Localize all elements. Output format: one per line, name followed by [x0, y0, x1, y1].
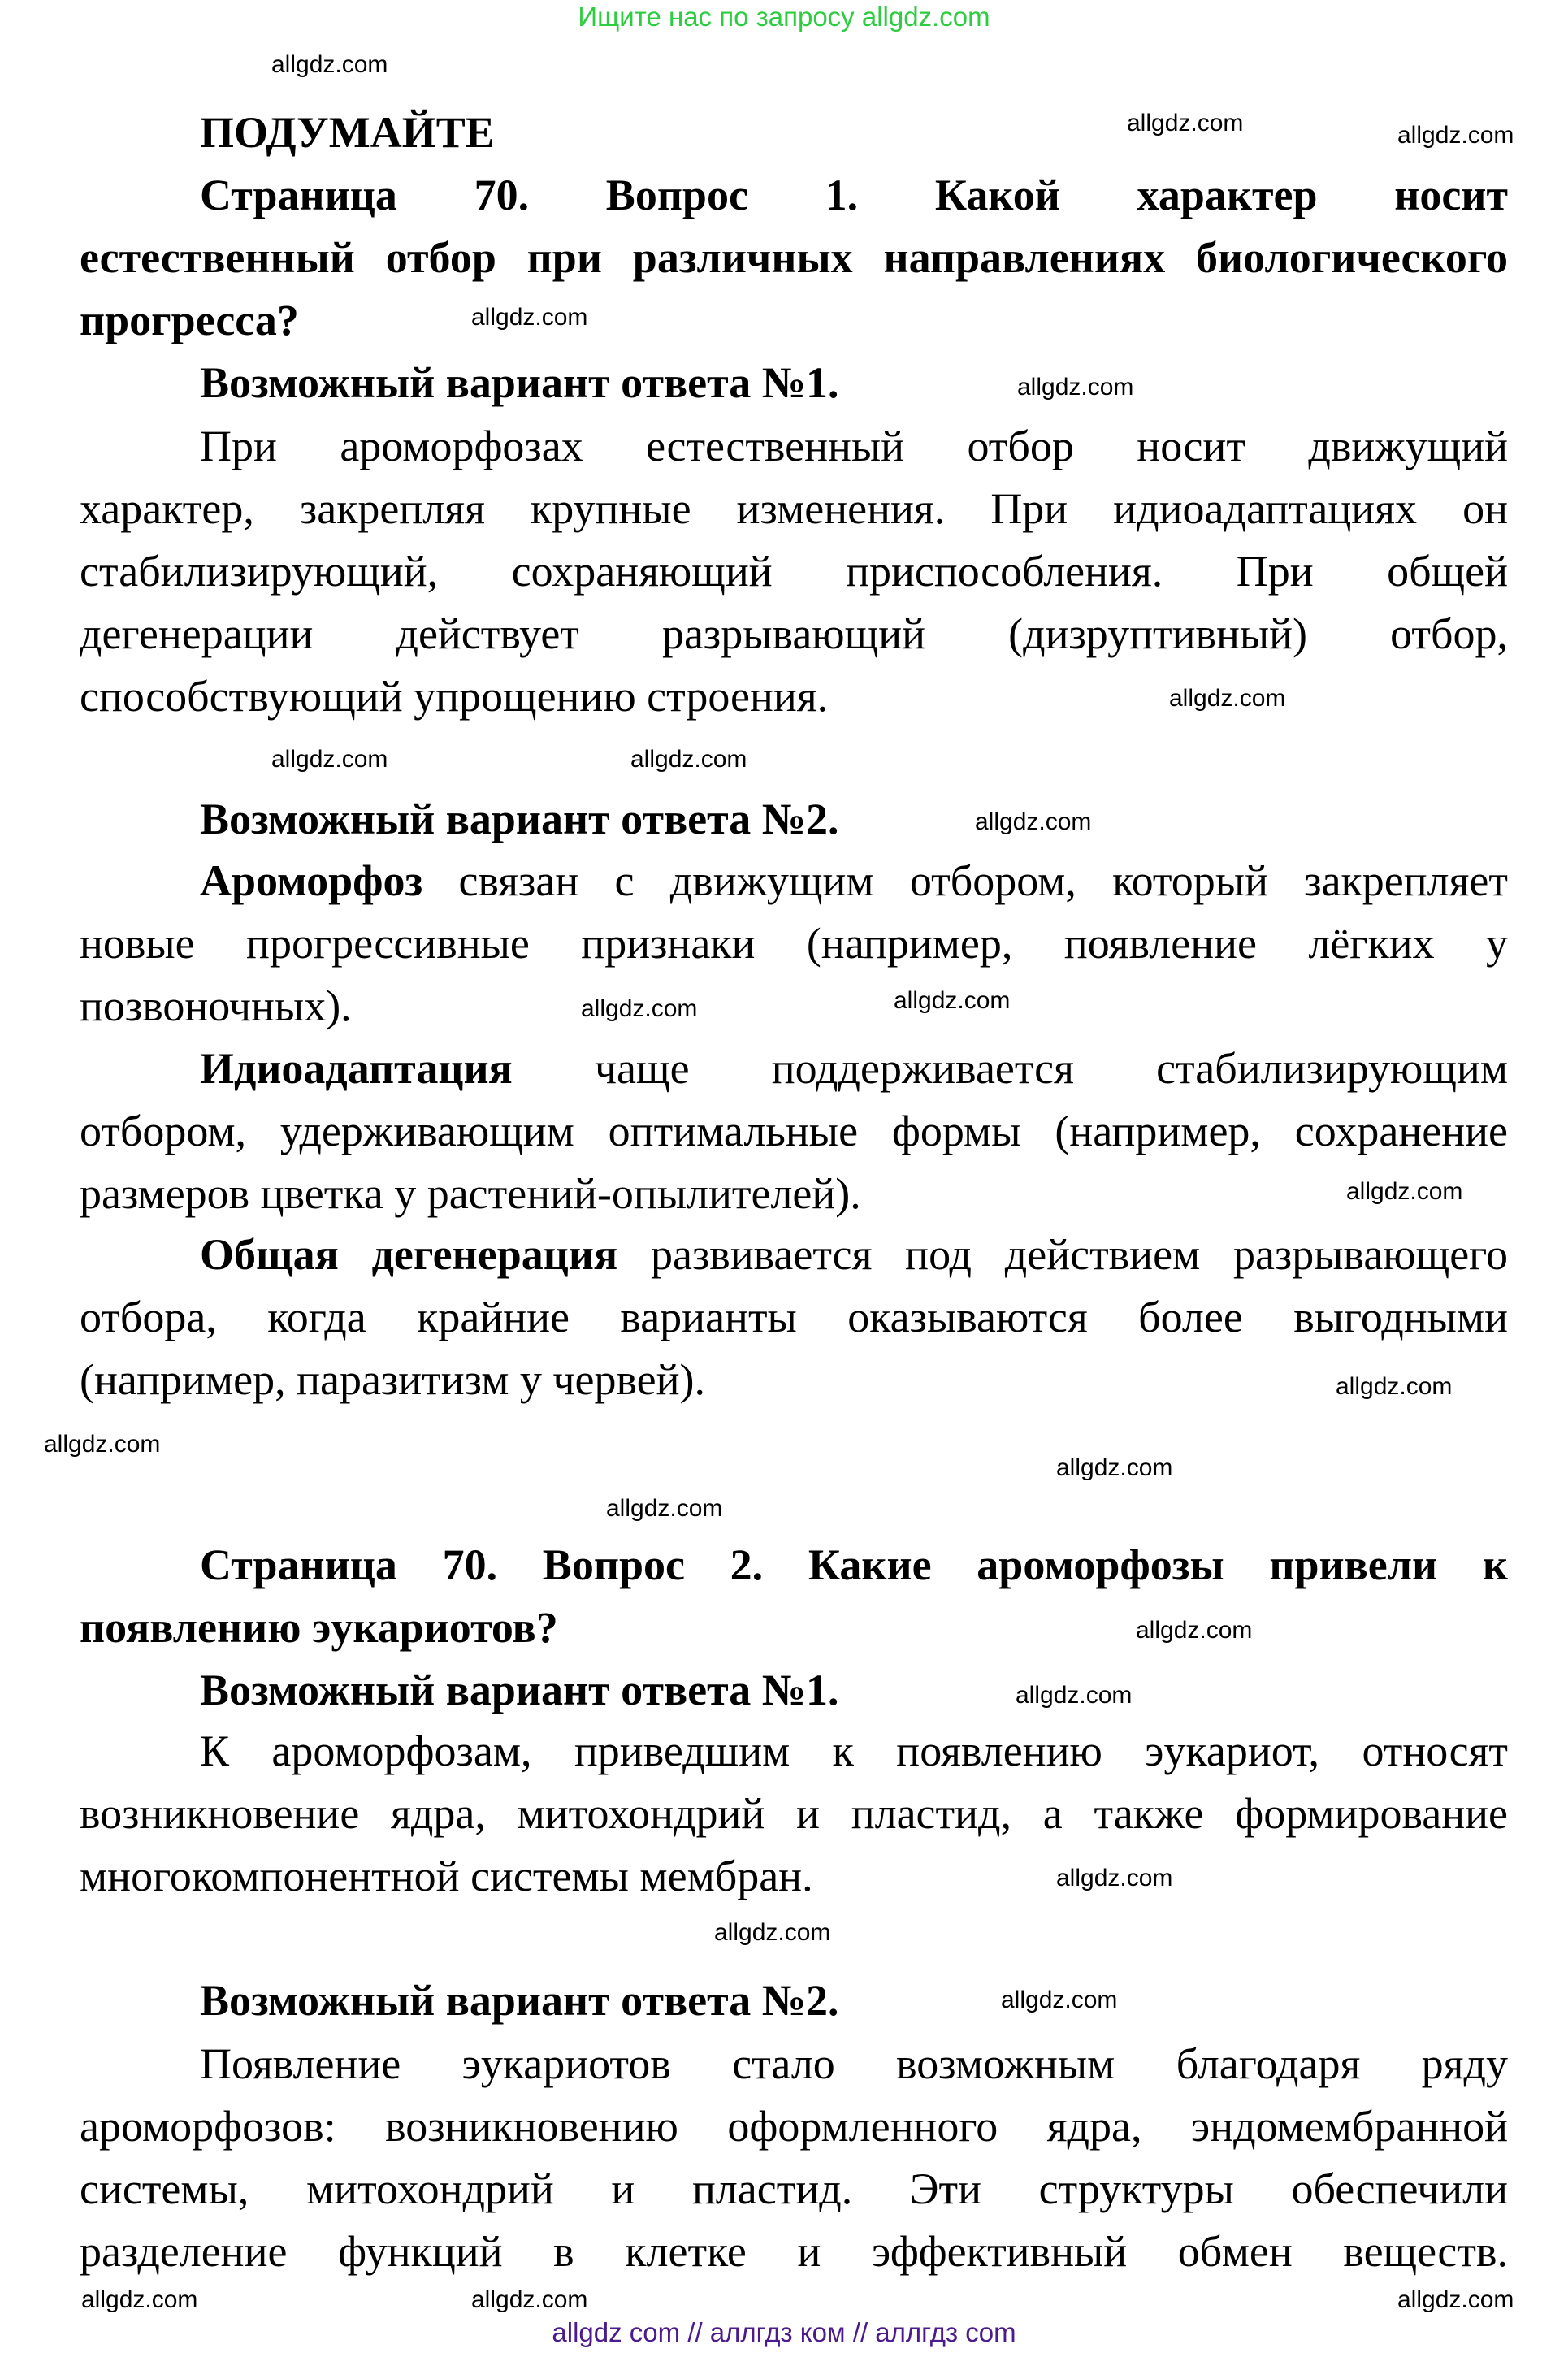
answer-line: размеров цветка у растений-опылителей).: [80, 1169, 861, 1218]
answer-line: способствующий упрощению строения.: [80, 672, 829, 721]
watermark: allgdz.com: [1017, 374, 1134, 401]
watermark: allgdz.com: [271, 51, 388, 78]
watermark: allgdz.com: [1056, 1865, 1173, 1891]
term: Идиоадаптация: [200, 1044, 513, 1093]
answer-line: [80, 850, 1508, 912]
watermark: allgdz.com: [1169, 685, 1286, 712]
answer-line: При ароморфозах естественный отбор носит движущий: [200, 422, 1508, 470]
question-line: естественный отбор при различных направлениях биологического: [80, 233, 1508, 282]
question-1: [80, 164, 1508, 352]
watermark: allgdz.com: [606, 1495, 723, 1522]
watermark: allgdz.com: [1136, 1617, 1253, 1644]
answer-line: отбором, удерживающим оптимальные формы (например, сохранение: [80, 1107, 1508, 1155]
watermark: allgdz.com: [44, 1431, 161, 1458]
watermark: allgdz.com: [1056, 1454, 1173, 1481]
answer-line: [80, 1224, 1508, 1286]
q1-variant-2-degeneration: [80, 1224, 1508, 1411]
bottom-banner-link[interactable]: allgdz com // аллгдз ком // аллгдз com: [552, 2317, 1016, 2347]
q2-variant-1-title: [80, 1659, 1508, 1722]
watermark: allgdz.com: [975, 808, 1092, 835]
answer-line: К ароморфозам, приведшим к появлению эукариот, относят: [200, 1727, 1508, 1775]
watermark: allgdz.com: [471, 2286, 588, 2313]
q1-variant-2-title: [80, 788, 1508, 851]
answer-line: новые прогрессивные признаки (например, появление лёгких у: [80, 919, 1508, 968]
watermark: allgdz.com: [1397, 122, 1514, 149]
question-line: Страница 70. Вопрос 2. Какие ароморфозы привели к: [200, 1540, 1508, 1589]
answer-line: дегенерации действует разрывающий (дизруптивный) отбор,: [80, 609, 1508, 658]
answer-line: позвоночных).: [80, 981, 352, 1030]
q2-variant-2-title: [80, 1969, 1508, 2032]
watermark: allgdz.com: [630, 746, 747, 773]
variant-title: Возможный вариант ответа №1.: [200, 358, 839, 407]
watermark: allgdz.com: [581, 995, 698, 1022]
q2-variant-2-answer: [80, 2033, 1508, 2283]
watermark: allgdz.com: [894, 987, 1011, 1014]
question-line: появлению эукариотов?: [80, 1603, 558, 1652]
watermark: allgdz.com: [1346, 1178, 1463, 1205]
answer-text: чаще поддерживается стабилизирующим: [512, 1044, 1508, 1093]
answer-line: возникновение ядра, митохондрий и пластид, а также формирование: [80, 1789, 1508, 1838]
question-line: Страница 70. Вопрос 1. Какой характер носит: [200, 171, 1508, 219]
watermark: allgdz.com: [81, 2286, 198, 2313]
answer-line: отбора, когда крайние варианты оказываются более выгодными: [80, 1293, 1508, 1341]
answer-line: [80, 1038, 1508, 1100]
answer-text: развивается под действием разрывающего: [617, 1230, 1508, 1279]
q1-variant-1-answer: [80, 415, 1508, 728]
watermark: allgdz.com: [1336, 1373, 1453, 1400]
watermark: allgdz.com: [1001, 1987, 1118, 2013]
q1-variant-2-idioadaptation: [80, 1038, 1508, 1225]
q2-variant-1-answer: [80, 1720, 1508, 1908]
answer-line: разделение функций в клетке и эффективный обмен веществ.: [80, 2227, 1508, 2276]
heading-text: ПОДУМАЙТЕ: [200, 108, 495, 157]
question-line: прогресса?: [80, 296, 299, 344]
answer-line: (например, паразитизм у червей).: [80, 1355, 706, 1404]
answer-line: Появление эукариотов стало возможным благодаря ряду: [200, 2039, 1508, 2088]
watermark: allgdz.com: [271, 746, 388, 773]
answer-line: системы, митохондрий и пластид. Эти структуры обеспечили: [80, 2164, 1508, 2213]
variant-title: Возможный вариант ответа №2.: [200, 1976, 839, 2025]
term: Ароморфоз: [200, 856, 423, 905]
question-2: [80, 1534, 1508, 1659]
top-banner-link[interactable]: Ищите нас по запросу allgdz.com: [578, 2, 990, 32]
watermark: allgdz.com: [471, 304, 588, 331]
answer-line: характер, закрепляя крупные изменения. При идиоадаптациях он: [80, 484, 1508, 533]
watermark: allgdz.com: [714, 1919, 831, 1946]
watermark: allgdz.com: [1016, 1682, 1133, 1709]
variant-title: Возможный вариант ответа №1.: [200, 1666, 839, 1714]
answer-text: связан с движущим отбором, который закрепляет: [422, 856, 1508, 905]
section-heading: [80, 102, 1508, 164]
answer-line: многокомпонентной системы мембран.: [80, 1852, 813, 1900]
q1-variant-1-title: [80, 352, 1508, 414]
variant-title: Возможный вариант ответа №2.: [200, 795, 839, 843]
term: Общая дегенерация: [200, 1230, 618, 1279]
answer-line: ароморфозов: возникновению оформленного ядра, эндомембранной: [80, 2102, 1508, 2151]
watermark: allgdz.com: [1127, 110, 1244, 136]
q1-variant-2-aromorphosis: [80, 850, 1508, 1038]
answer-line: стабилизирующий, сохраняющий приспособления. При общей: [80, 547, 1508, 596]
watermark: allgdz.com: [1397, 2286, 1514, 2313]
